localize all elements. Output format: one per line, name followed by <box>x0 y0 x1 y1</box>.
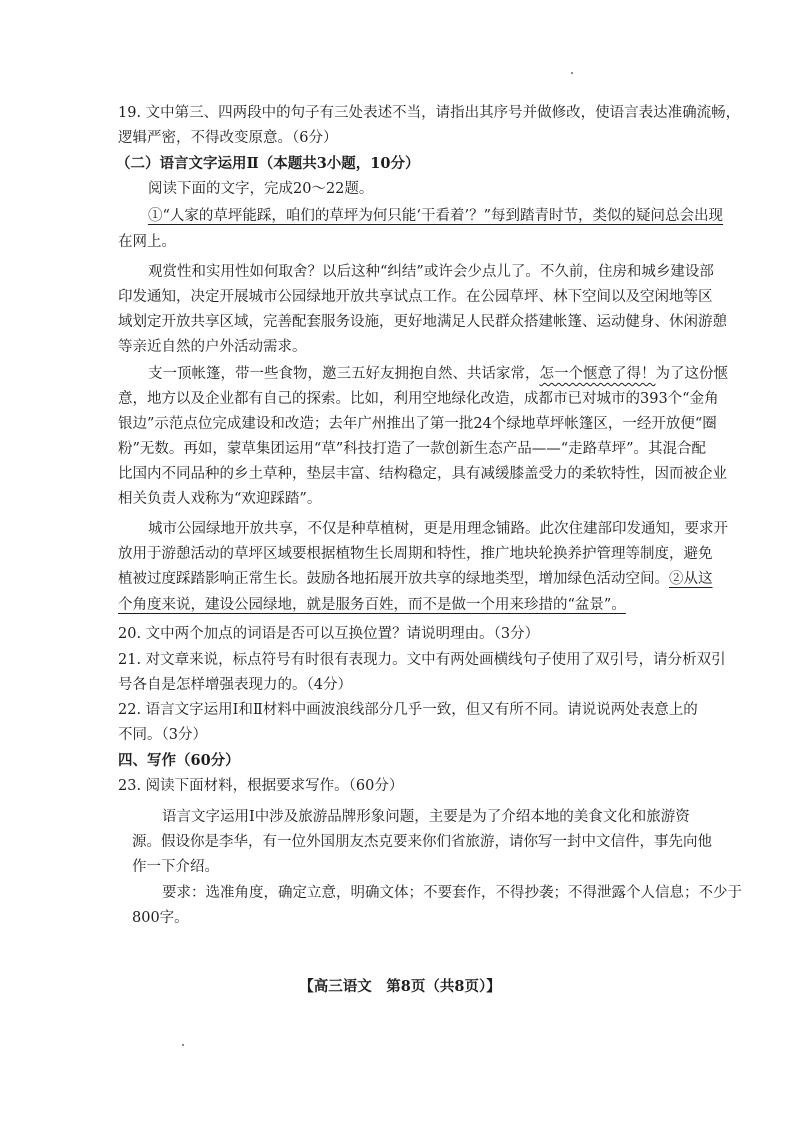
passage-p4-line2: 放用于游憩活动的草坪区域要根据植物生长周期和特性，推广地块轮换养护管理等制度，避免 <box>118 546 713 562</box>
requirements-line2: 800字。 <box>132 910 189 926</box>
passage-p3-line4: 粉”无数。再如，蒙草集团运用“草”科技打造了一款创新生态产品——“走路草坪”。其混合配 <box>118 441 707 457</box>
passage-p1-line1 <box>148 206 723 226</box>
passage-p2-line1: 观赏性和实用性如何取舍？以后这种“纠结”或许会少点儿了。不久前，住房和城乡建设部 <box>148 264 714 280</box>
section-4-title: 四、写作（60分） <box>118 752 240 769</box>
passage-p3-line6: 相关负责人戏称为“欢迎踩踏”。 <box>118 491 322 507</box>
requirements-line1: 要求：选准角度，确定立意，明确文体；不要套作，不得抄袭；不得泄露个人信息；不少于 <box>162 885 742 901</box>
question-21-line2: 号各自是怎样增强表现力的。（4分） <box>118 677 352 693</box>
passage-p3-line5: 比国内不同品种的乡土草种，垫层丰富、结构稳定，具有减缓膝盖受力的柔软特性，因而被企业 <box>118 466 727 482</box>
p3-line1-start: 支一顶帐篷，带一些食物，邀三五好友拥抱自然、共话家常， <box>148 366 540 382</box>
scan-speck <box>571 72 573 74</box>
passage-p3-line1 <box>148 364 728 384</box>
underlined-sentence-2-end: 个角度来说，建设公园绿地，就是服务百姓，而不是做一个用来珍措的“盆景”。 <box>118 597 626 613</box>
question-22-line2: 不同。（3分） <box>118 727 207 743</box>
passage-p3-line2: 意，地方以及企业都有自己的探索。比如，利用空地绿化改造，成都市已对城市的393个“金角 <box>118 391 719 407</box>
passage-p4-line4 <box>118 595 626 615</box>
question-21-line1: 21. 对文章来说，标点符号有时很有表现力。文中有两处画横线句子使用了双引号，请分析双引 <box>118 652 726 668</box>
passage-p4-line3 <box>118 569 713 589</box>
passage-p1-line2: 在网上。 <box>118 234 176 250</box>
passage-p3-line3: 银边”示范点位完成建设和改造；去年广州推出了第一批24个绿地草坪帐篷区，一经开放便“圈 <box>118 416 717 432</box>
page-footer: 【高三语文 第8页（共8页）】 <box>299 978 501 995</box>
material-line1: 语言文字运用Ⅰ中涉及旅游品牌形象问题，主要是为了介绍本地的美食文化和旅游资 <box>162 809 690 825</box>
question-22-line1: 22. 语言文字运用Ⅰ和Ⅱ材料中画波浪线部分几乎一致，但又有所不同。请说说两处表意上的 <box>118 702 698 718</box>
question-19-line1: 19. 文中第三、四两段中的句子有三处表述不当，请指出其序号并做修改，使语言表达准确流畅， <box>118 105 741 121</box>
underlined-sentence-2-start: ②从这 <box>669 571 713 587</box>
p3-line1-end: 为了这份惬 <box>655 366 728 382</box>
section-2-title: （二）语言文字运用Ⅱ（本题共3小题，10分） <box>116 155 420 172</box>
material-line2: 源。假设你是李华，有一位外国朋友杰克要来你们省旅游，请你写一封中文信件，事先向他 <box>132 834 712 850</box>
passage-p2-line3: 域划定开放共享区域，完善配套服务设施，更好地满足人民群众搭建帐篷、运动健身、休闲游憩 <box>118 314 727 330</box>
scan-speck-bottom <box>182 1044 184 1046</box>
passage-p2-line4: 等亲近自然的户外活动需求。 <box>118 339 307 355</box>
passage-p4-line1: 城市公园绿地开放共享，不仅是种草植树，更是用理念铺路。此次住建部印发通知，要求开 <box>148 521 728 537</box>
material-line3: 作一下介绍。 <box>132 859 219 875</box>
p4-line3-start: 植被过度踩踏影响正常生长。鼓励各地拓展开放共享的绿地类型，增加绿色活动空间。 <box>118 571 669 587</box>
underlined-quote-1: ①“人家的草坪能踩，咱们的草坪为何只能‘干看着’？”每到踏青时节，类似的疑问总会出现 <box>148 208 724 224</box>
wavy-underlined-phrase: 怎一个惬意了得！ <box>539 366 656 382</box>
question-23: 23. 阅读下面材料，根据要求写作。（60分） <box>118 778 404 794</box>
passage-p2-line2: 印发通知，决定开展城市公园绿地开放共享试点工作。在公园草坪、林下空间以及空闲地等区 <box>118 289 713 305</box>
question-19-line2: 逻辑严密，不得改变原意。（6分） <box>118 130 338 146</box>
section-2-instruction: 阅读下面的文字，完成20～22题。 <box>148 181 374 197</box>
question-20: 20. 文中两个加点的词语是否可以互换位置？请说明理由。（3分） <box>118 626 540 642</box>
